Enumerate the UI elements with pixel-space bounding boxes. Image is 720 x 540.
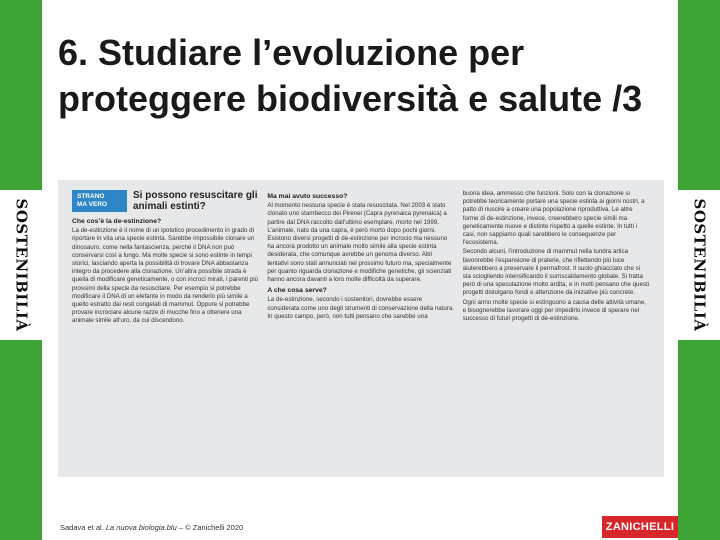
right-sidebar-label: [678, 190, 720, 340]
paragraph: Ogni anno molte specie si estinguono a causa delle attività umane, e bisognerebbe lavorare oggi per impedirlo invece di sperare nel successo di futuri progetti di de-estinzione.: [462, 298, 646, 323]
title-line-1: 6. Studiare l’evoluzione per: [58, 32, 525, 73]
textbook-excerpt: [58, 180, 664, 477]
section-heading: Che cos’è la de-estinzione?: [72, 218, 162, 225]
box-heading: Si possono resuscitare gli animali estinti?: [133, 190, 258, 212]
slide-title: [58, 30, 678, 122]
sidebar-label-text: SOSTENIBILIÀ: [12, 198, 31, 332]
title-line-2: proteggere biodiversità e salute /3: [58, 78, 643, 119]
paragraph: La de-estinzione è il nome di un ipotetico procedimento in grado di riportare in vita una specie estinta. Sarebbe impossibile clonare un dinosauro, come nella fantascienza, perché il DNA non può conservarsi così a lungo. Ma molte specie si sono estinte in tempi storici, lasciando aperta la possibilità di trovare DNA abbastanza integro da procedere alla clonazione. Un’altra possibile strada è quella di modificare geneticamente, o con incroci mirati, i parenti più prossimi della specie da resuscitare. Per esempio si potrebbe modificare il DNA di un elefante in modo da renderlo più simile a quello estratto dai resti congelati di mammut. Oppure si potrebbe provare incrociare alcune razze di mucche fino a ottenere una animale simile all’uro, da cui discendono.: [72, 227, 259, 325]
footer-credit: Sadava et al. La nuova biologia.blu – © Zanichelli 2020: [60, 523, 244, 532]
zanichelli-logo: ZANICHELLI: [602, 516, 678, 538]
column-1: [72, 190, 259, 467]
left-sidebar-label: [0, 190, 42, 340]
strano-ma-vero-tag: STRANO MA VERO: [72, 190, 127, 212]
paragraph: Secondo alcuni, l’introduzione di mammut nella tundra artica favorirebbe l’espansione di praterie, che riflettendo più luce aiuterebbero a preservare il permafrost. Il suolo ghiacciato che si sta sciogliendo intensificando il surriscaldamento globale. Si tratta però di una speculazione molto ardita, e in molti pensano che questi progetti distolgano fondi e attenzione da iniziative più concrete.: [462, 248, 650, 297]
column-3: [463, 190, 650, 467]
paragraph: La de-estinzione, secondo i sostenitori, dovrebbe essere considerata come uno degli strumenti di conservazione della natura. In questo campo, però, non tutti pensano che sarebbe una: [267, 296, 455, 320]
column-2: [267, 190, 454, 467]
section-heading: A che cosa serve?: [267, 287, 327, 295]
sidebar-label-text: SOSTENIBILIÀ: [690, 198, 709, 332]
section-heading: Ma mai avuto successo?: [267, 193, 348, 200]
paragraph: buona idea, ammesso che funzioni. Solo con la clonazione si potrebbe teoricamente portare una specie estinta ai giorni nostri, a patto di riuscire a creare una popolazione riproduttiva. Le altre forme di de-estinzione, invece, creerebbero specie simili ma geneticamente nuove e distinte rispetto a quelle estinte. In tutti i casi, non sappiamo quali sarebbero le conseguenze per l’ecosistema.: [462, 190, 645, 247]
paragraph: Al momento nessuna specie è stata resuscitata. Nel 2003 è stato clonato uno stambecco dei Pirenei (Capra pyrenaica pyrenaica) a partire dal DNA raccolto dall’ultimo esemplare, morto nel 1999. L’animale, nato da una capra, è però morto dopo pochi giorni. Esistono diversi progetti di de-estinzione per incrocio ma nessuno ha ancora prodotto un animale molto simile alla specie estinta desiderata, che comunque avrebbe un genoma diverso. Altri tentativi sono stati annunciati nel prossimo futuro ma, specialmente per quanto riguarda clonazione e modifiche genetiche, gli scienziati hanno ancora davanti a loro molte difficoltà da superare.: [267, 202, 452, 284]
